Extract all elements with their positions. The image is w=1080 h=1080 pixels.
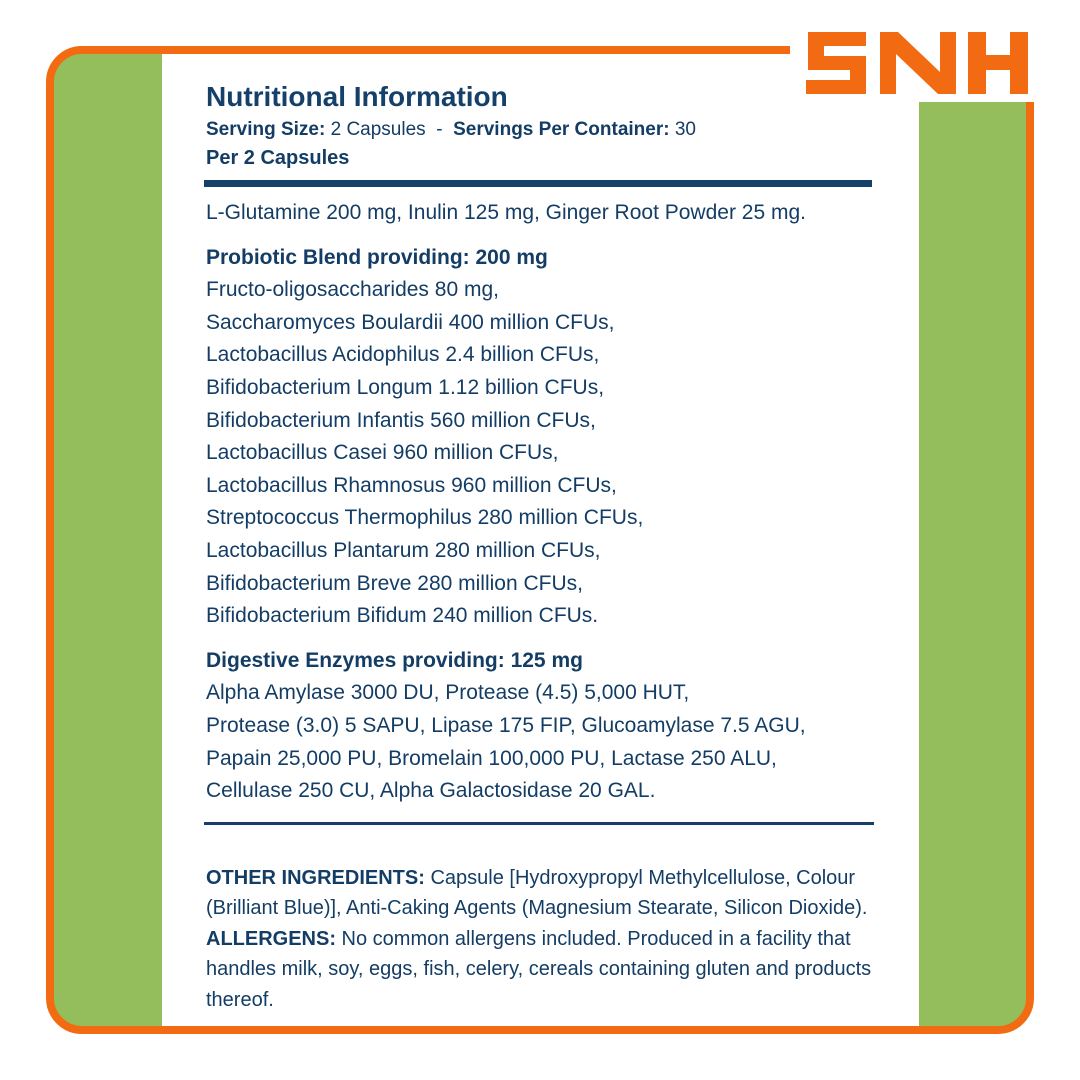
enzymes-heading: Digestive Enzymes providing: 125 mg — [206, 648, 583, 672]
servings-per-container-value: 30 — [669, 119, 696, 140]
serving-size-value: 2 Capsules - — [325, 119, 454, 140]
probiotic-line: Fructo-oligosaccharides 80 mg, — [206, 278, 499, 302]
probiotic-line: Saccharomyces Boulardii 400 million CFUs, — [206, 310, 615, 334]
probiotic-line: Lactobacillus Rhamnosus 960 million CFUs, — [206, 473, 617, 497]
probiotic-line: Bifidobacterium Breve 280 million CFUs, — [206, 571, 583, 595]
probiotic-line: Bifidobacterium Bifidum 240 million CFUs. — [206, 604, 599, 628]
per-serving-heading: Per 2 Capsules — [206, 147, 350, 169]
enzymes-line: Cellulase 250 CU, Alpha Galactosidase 20 GAL. — [206, 779, 656, 803]
enzymes-line: Alpha Amylase 3000 DU, Protease (4.5) 5,000 HUT, — [206, 681, 690, 705]
serving-info — [206, 116, 876, 144]
footer-divider — [204, 822, 874, 825]
label-title: Nutritional Information — [206, 81, 508, 112]
probiotic-line: Bifidobacterium Longum 1.12 billion CFUs, — [206, 375, 605, 399]
probiotic-line: Bifidobacterium Infantis 560 million CFUs, — [206, 408, 596, 432]
enzymes-line: Protease (3.0) 5 SAPU, Lipase 175 FIP, Glucoamylase 7.5 AGU, — [206, 713, 806, 737]
serving-size-label: Serving Size: — [206, 119, 326, 140]
probiotic-line: Lactobacillus Acidophilus 2.4 billion CFUs, — [206, 343, 600, 367]
allergens-text: No common allergens included. Produced in a facility that handles milk, soy, eggs, fish, celery, cereals containing gluten and products thereof. — [206, 927, 872, 1012]
probiotic-heading: Probiotic Blend providing: 200 mg — [206, 245, 548, 269]
probiotic-line: Lactobacillus Casei 960 million CFUs, — [206, 441, 559, 465]
allergens-label: ALLERGENS: — [206, 927, 336, 950]
header-divider — [204, 180, 872, 187]
other-ingredients — [206, 863, 879, 1016]
other-ingredients-label: OTHER INGREDIENTS: — [206, 866, 425, 889]
probiotic-line: Streptococcus Thermophilus 280 million CFUs, — [206, 506, 644, 530]
main-ingredients: L-Glutamine 200 mg, Inulin 125 mg, Ginger Root Powder 25 mg. — [206, 201, 806, 224]
probiotic-line: Lactobacillus Plantarum 280 million CFUs, — [206, 538, 601, 562]
nutrition-label — [206, 80, 879, 1016]
enzymes-line: Papain 25,000 PU, Bromelain 100,000 PU, Lactase 250 ALU, — [206, 746, 777, 770]
servings-per-container-label: Servings Per Container: — [453, 119, 670, 140]
other-ingredients-text: Capsule [Hydroxypropyl Methylcellulose, Colour (Brilliant Blue)], Anti-Caking Agents (Magnesium Stearate, Silicon Dioxide). — [206, 866, 879, 920]
